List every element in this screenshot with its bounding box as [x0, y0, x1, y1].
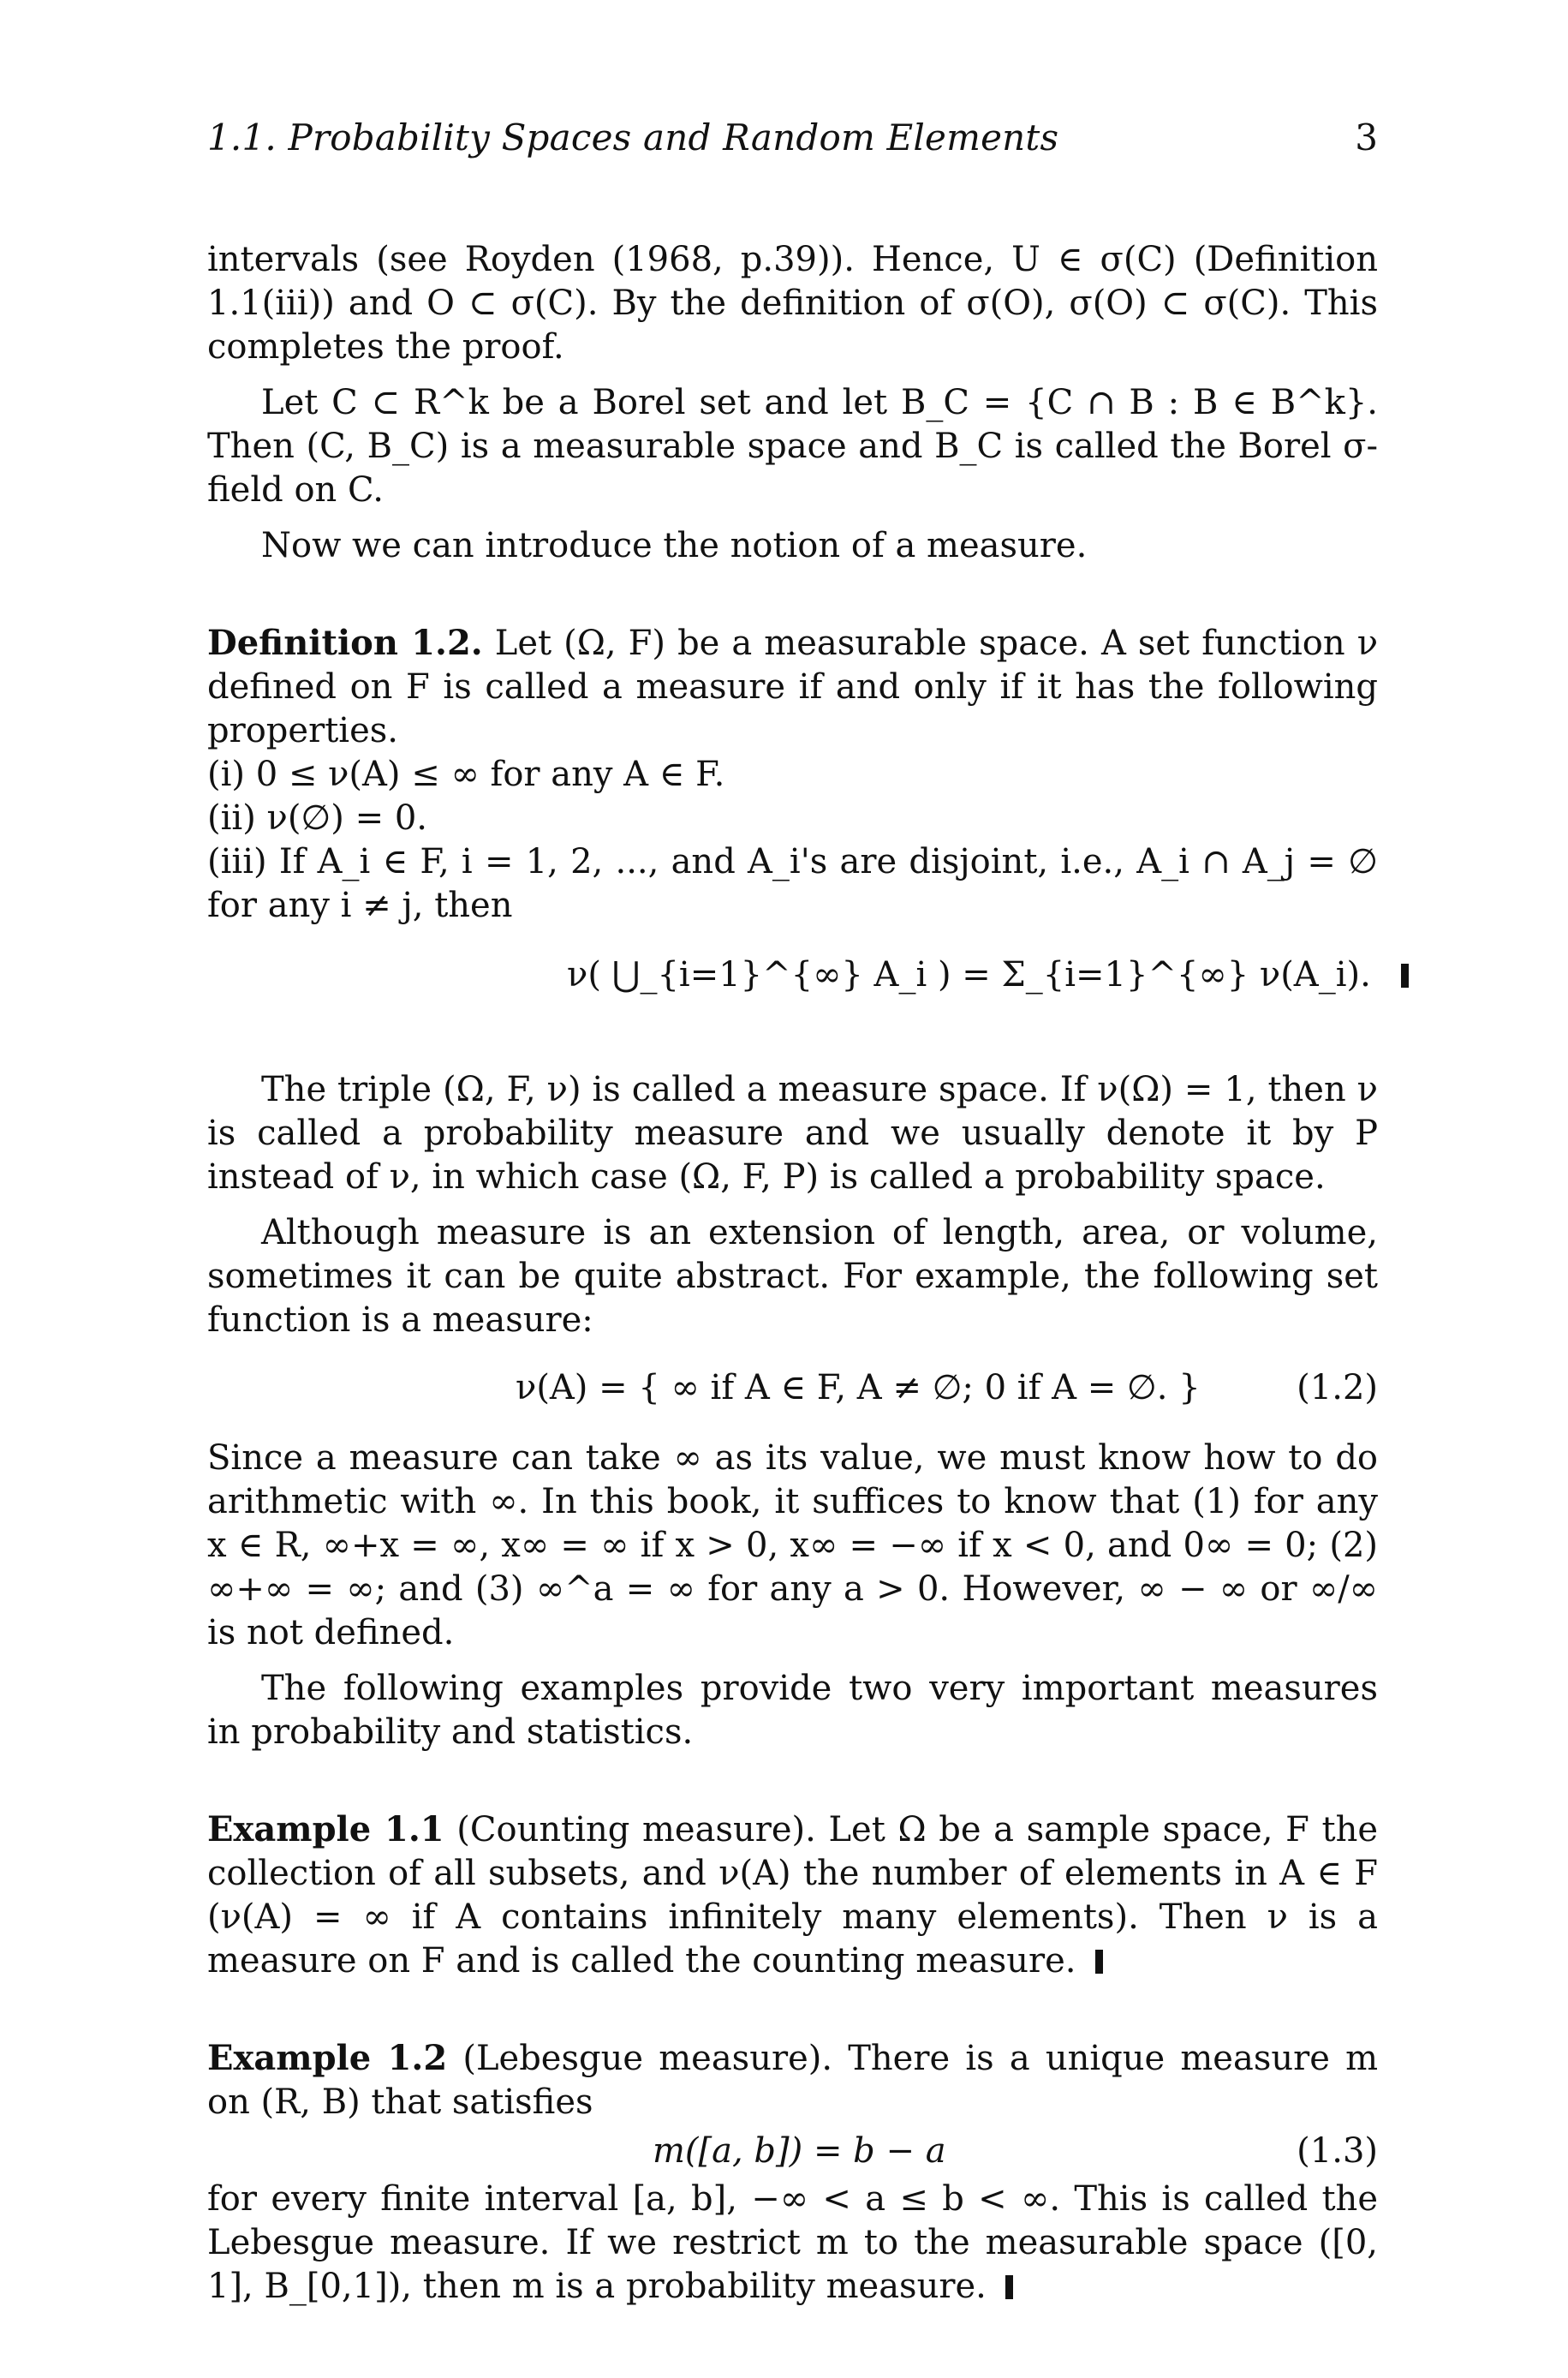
equation-number: (1.2)	[1297, 1368, 1378, 1407]
end-of-example-mark	[1005, 2275, 1013, 2299]
equation-number: (1.3)	[1297, 2131, 1378, 2171]
paragraph-text: Since a measure can take ∞ as its value, we must know how to do arithmetic with ∞. In this book, it suffices to know that (1) for any x ∈ R, ∞+x = ∞, x∞ = ∞ if x > 0, x∞ = −∞ if x < 0, and 0∞ = 0; (2) ∞+∞ = ∞; and (3) ∞^a = ∞ for any a > 0. However, ∞ − ∞ or ∞/∞ is not defined.	[207, 1438, 1378, 1652]
paragraph-borel-set	[207, 381, 1378, 512]
definition-1-2	[207, 621, 1378, 753]
paragraph-measure-space	[207, 1068, 1378, 1199]
equation-body: ν(A) = { ∞ if A ∈ F, A ≠ ∅; 0 if A = ∅. }	[516, 1368, 1201, 1407]
running-title: 1.1. Probability Spaces and Random Elements	[207, 117, 1059, 158]
paragraph-text: intervals (see Royden (1968, p.39)). Hence, U ∈ σ(C) (Definition 1.1(iii)) and O ⊂ σ(C). By the definition of σ(O), σ(O) ⊂ σ(C). This completes the proof.	[207, 240, 1379, 367]
formula-text: ν( ⋃_{i=1}^{∞} A_i ) = Σ_{i=1}^{∞} ν(A_i).	[567, 953, 1409, 997]
paragraph-proof-end	[207, 238, 1378, 369]
paragraph-text: Let C ⊂ R^k be a Borel set and let B_C = {C ∩ B : B ∈ B^k}. Then (C, B_C) is a measurable space and B_C is called the Borel σ-field on C.	[207, 383, 1378, 510]
definition-item-iii: (iii) If A_i ∈ F, i = 1, 2, ..., and A_i's are disjoint, i.e., A_i ∩ A_j = ∅ for any i ≠ j, then	[207, 842, 1378, 925]
example-1-1	[207, 1807, 1378, 1983]
end-of-definition-mark	[1401, 964, 1409, 988]
paragraph-text: Although measure is an extension of length, area, or volume, sometimes it can be quite abstract. For example, the following set function is a measure:	[207, 1213, 1378, 1340]
example-text: (Lebesgue measure). There is a unique measure m on (R, B) that satisfies	[207, 2039, 1378, 2122]
paragraph-abstract-measure	[207, 1211, 1378, 1342]
end-of-example-mark	[1095, 1950, 1103, 1974]
definition-item-i: (i) 0 ≤ ν(A) ≤ ∞ for any A ∈ F.	[207, 755, 725, 794]
paragraph-text: Now we can introduce the notion of a measure.	[261, 526, 1088, 565]
paragraph-text: The following examples provide two very important measures in probability and statistics.	[207, 1669, 1378, 1752]
paragraph-infinity-arithmetic	[207, 1437, 1378, 1655]
example-label: Example 1.1	[207, 1809, 444, 1849]
running-header	[207, 117, 1378, 168]
paragraph-text: for every finite interval [a, b], −∞ < a ≤ b < ∞. This is called the Lebesgue measure. If we restrict m to the measurable space ([0, 1], B_[0,1]), then m is a probability measure.	[207, 2179, 1378, 2306]
example-text: (Counting measure). Let Ω be a sample space, F the collection of all subsets, and ν(A) the number of elements in A ∈ F (ν(A) = ∞ if A contains infinitely many elements). Then ν is a measure on F and is called the counting measure.	[207, 1810, 1378, 1981]
equation-1-3	[207, 2124, 1378, 2178]
example-1-2	[207, 2036, 1378, 2124]
paragraph-intro-measure	[207, 524, 1378, 568]
definition-text: Let (Ω, F) be a measurable space. A set function ν defined on F is called a measure if and only if it has the following properties.	[207, 624, 1379, 750]
equation-1-2	[207, 1342, 1378, 1437]
equation-body: m([a, b]) = b − a	[653, 2131, 946, 2171]
definition-label: Definition 1.2.	[207, 623, 483, 663]
example-label: Example 1.2	[207, 2038, 448, 2078]
definition-item-ii: (ii) ν(∅) = 0.	[207, 798, 427, 838]
page-number: 3	[1355, 117, 1378, 158]
paragraph-lebesgue	[207, 2178, 1378, 2309]
paragraph-text: The triple (Ω, F, ν) is called a measure space. If ν(Ω) = 1, then ν is called a probability measure and we usually denote it by P instead of ν, in which case (Ω, F, P) is called a probability space.	[207, 1070, 1378, 1197]
countable-additivity-formula	[207, 928, 1378, 1068]
paragraph-examples-intro	[207, 1667, 1378, 1754]
page-body	[207, 238, 1378, 2309]
